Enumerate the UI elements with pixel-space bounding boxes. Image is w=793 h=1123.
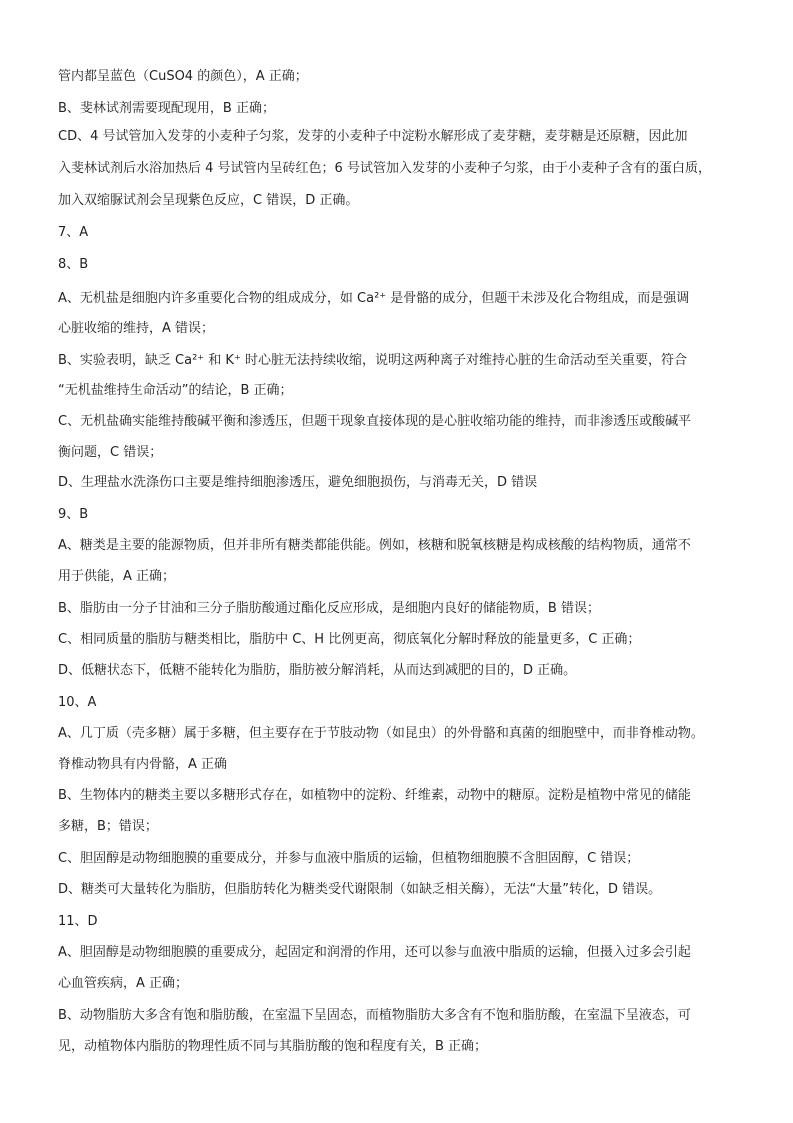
text-line: C、无机盐确实能维持酸碱平衡和渗透压，但题干现象直接体现的是心脏收缩功能的维持，而非渗透压或酸碱平 (58, 414, 692, 429)
text-line: 多糖，B；错误； (58, 819, 158, 834)
text-line: A、几丁质（壳多糖）属于多糖，但主要存在于节肢动物（如昆虫）的外骨骼和真菌的细胞壁中，而非脊椎动物。 (58, 726, 704, 741)
text-line: 管内都呈蓝色（CuSO4 的颜色），A 正确； (58, 69, 308, 84)
text-line: 见，动植物体内脂肪的物理性质不同与其脂肪酸的饱和程度有关，B 正确； (58, 1039, 488, 1054)
text-line: 加入双缩脲试剂会呈现紫色反应，C 错误，D 正确。 (58, 193, 359, 208)
text-line: 8、B (58, 257, 89, 272)
text-line: D、生理盐水洗涤伤口主要是维持细胞渗透压，避免细胞损伤，与消毒无关，D 错误 (58, 475, 538, 490)
text-line: 入斐林试剂后水浴加热后 4 号试管内呈砖红色；6 号试管加入发芽的小麦种子匀浆，由于小麦种子含有的蛋白质， (58, 161, 711, 176)
text-line: 11、D (58, 914, 98, 929)
text-line: A、糖类是主要的能源物质，但并非所有糖类都能供能。例如，核糖和脱氧核糖是构成核酸的结构物质，通常不 (58, 538, 691, 553)
text-line: 用于供能，A 正确； (58, 569, 176, 584)
text-line: 脊椎动物具有内骨骼，A 正确 (58, 757, 228, 772)
text-line: “无机盐维持生命活动”的结论，B 正确； (58, 383, 293, 398)
text-line: 7、A (58, 225, 89, 240)
text-line: A、胆固醇是动物细胞膜的重要成分，起固定和润滑的作用，还可以参与血液中脂质的运输，但摄入过多会引起 (58, 945, 691, 960)
text-line: 心血管疾病，A 正确； (58, 976, 189, 991)
text-line: 10、A (58, 695, 97, 710)
text-line: B、脂肪由一分子甘油和三分子脂肪酸通过酯化反应形成，是细胞内良好的储能物质，B 错误； (58, 601, 600, 616)
text-line: D、低糖状态下，低糖不能转化为脂肪，脂肪被分解消耗，从而达到减肥的目的，D 正确。 (58, 663, 577, 678)
text-line: C、胆固醇是动物细胞膜的重要成分，并参与血液中脂质的运输，但植物细胞膜不含胆固醇，C 错误； (58, 851, 640, 866)
text-line: D、糖类可大量转化为脂肪，但脂肪转化为糖类受代谢限制（如缺乏相关酶），无法“大量”转化，D 错误。 (58, 882, 662, 897)
text-line: 心脏收缩的维持，A 错误； (58, 321, 215, 336)
text-line: B、生物体内的糖类主要以多糖形式存在，如植物中的淀粉、纤维素，动物中的糖原。淀粉是植物中常见的储能 (58, 788, 691, 803)
text-line: C、相同质量的脂肪与糖类相比，脂肪中 C、H 比例更高，彻底氧化分解时释放的能量更多，C 正确； (58, 632, 641, 647)
text-line: B、实验表明，缺乏 Ca²⁺ 和 K⁺ 时心脏无法持续收缩，说明这两种离子对维持心脏的生命活动至关重要，符合 (58, 353, 687, 368)
text-line: CD、4 号试管加入发芽的小麦种子匀浆，发芽的小麦种子中淀粉水解形成了麦芽糖，麦芽糖是还原糖，因此加 (58, 129, 688, 144)
text-line: A、无机盐是细胞内许多重要化合物的组成成分，如 Ca²⁺ 是骨骼的成分，但题干未涉及化合物组成，而是强调 (58, 291, 690, 306)
text-line: 衡问题，C 错误； (58, 445, 163, 460)
text-line: 9、B (58, 507, 89, 522)
text-line: B、斐林试剂需要现配现用，B 正确； (58, 101, 275, 116)
text-line: B、动物脂肪大多含有饱和脂肪酸，在室温下呈固态，而植物脂肪大多含有不饱和脂肪酸，在室温下呈液态，可 (58, 1008, 691, 1023)
